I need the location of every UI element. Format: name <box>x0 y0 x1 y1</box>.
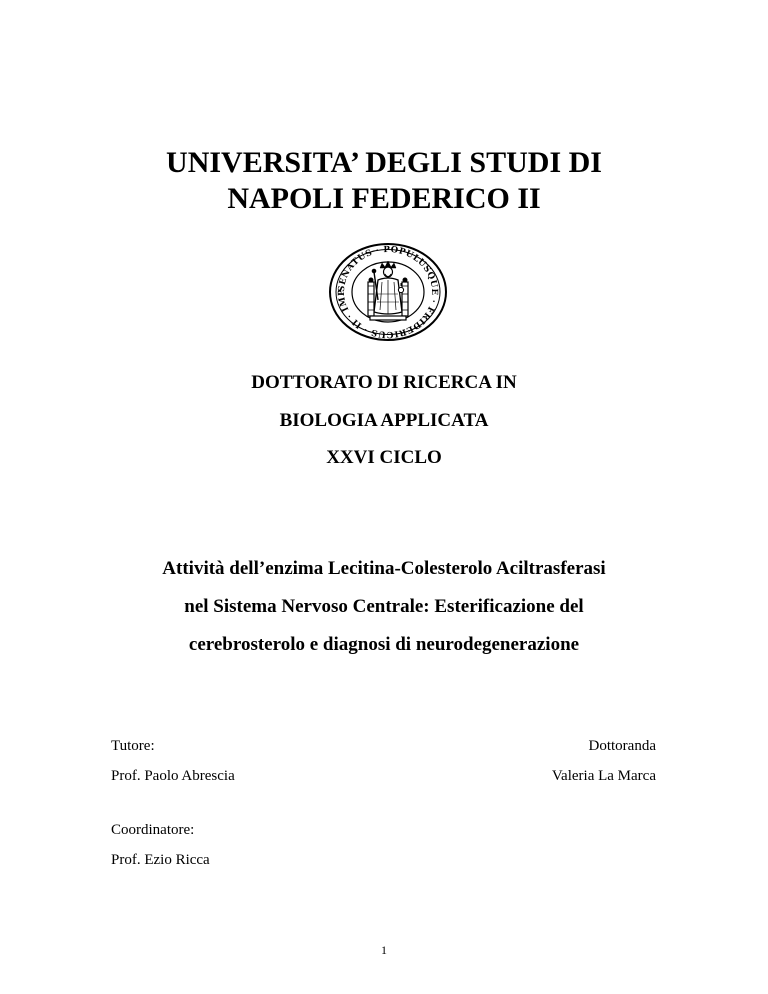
university-seal-icon <box>326 242 450 342</box>
program-line-2: BIOLOGIA APPLICATA <box>279 410 489 431</box>
thesis-title-line-1: Attività dell’enzima Lecitina-Colesterolo Aciltrasferasi <box>162 558 606 579</box>
student-label: Dottoranda <box>588 738 656 754</box>
program-line-3: XXVI CICLO <box>326 447 442 468</box>
page-number: 1 <box>381 943 387 957</box>
coordinator-label: Coordinatore: <box>111 822 195 838</box>
student-name: Valeria La Marca <box>551 768 656 784</box>
university-title-line-1: UNIVERSITA’ DEGLI STUDI DI <box>166 146 602 179</box>
coordinator-name: Prof. Ezio Ricca <box>111 852 210 868</box>
thesis-title-line-3: cerebrosterolo e diagnosi di neurodegenerazione <box>188 634 580 655</box>
university-title-line-2: NAPOLI FEDERICO II <box>227 182 541 215</box>
tutor-name: Prof. Paolo Abrescia <box>111 768 235 784</box>
seal-inscription: SENATUS · POPULUSQUE · FRIDERICUS · II · IMP <box>336 244 440 340</box>
tutor-label: Tutore: <box>111 738 155 754</box>
program-line-1: DOTTORATO DI RICERCA IN <box>251 372 517 393</box>
thesis-title-line-2: nel Sistema Nervoso Centrale: Esterificazione del <box>184 596 584 617</box>
